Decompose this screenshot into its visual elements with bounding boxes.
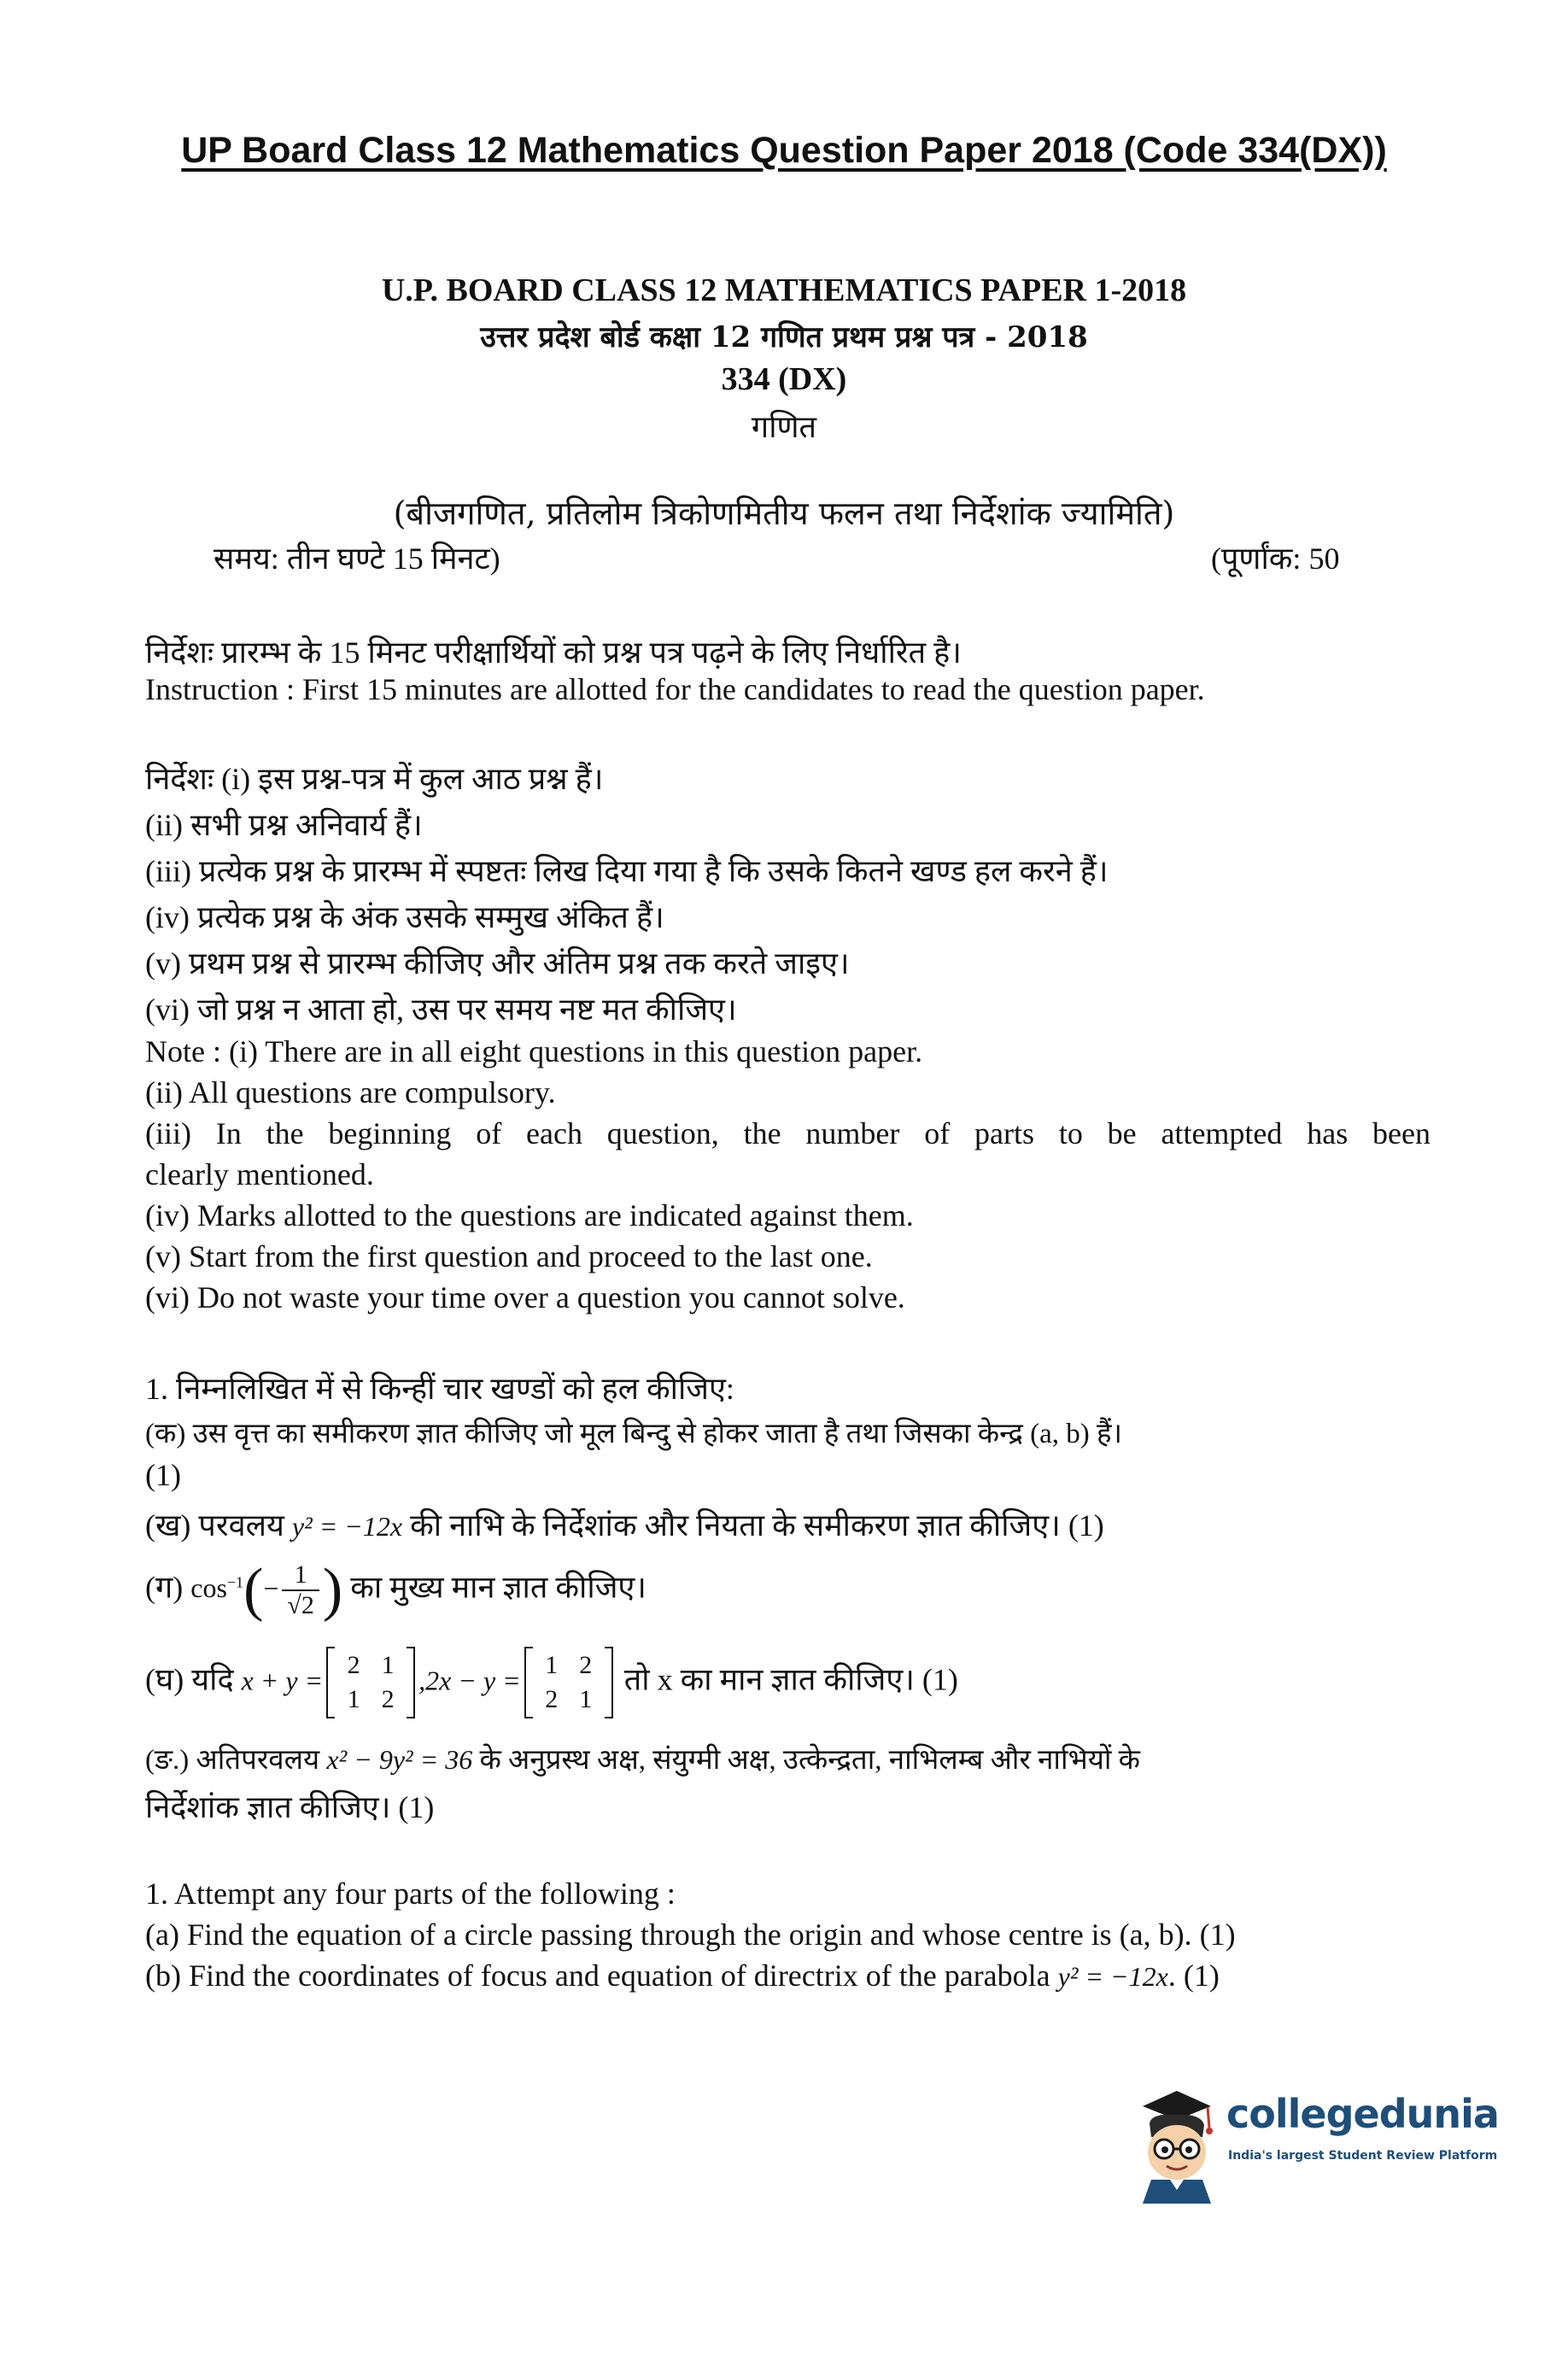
q1-hindi-part-e (145, 1739, 1140, 1777)
subject-name: गणित (751, 410, 817, 445)
q1-hindi-part-d (145, 1647, 958, 1718)
maximum-marks: (पूर्णांक: 50 (1211, 542, 1340, 576)
note-english-2: (ii) All questions are compulsory. (145, 1075, 556, 1109)
q1-english-b-suffix: . (1) (1167, 1958, 1220, 1993)
q1-hindi-part-c (145, 1556, 647, 1625)
q1-hindi-d-prefix: (घ) यदि (145, 1662, 234, 1697)
paper-heading-hindi: उत्तर प्रदेश बोर्ड कक्षा 12 गणित प्रथम प्रश्न पत्र - 2018 (480, 320, 1088, 354)
q1-hindi-b-suffix: की नाभि के निर्देशांक और नियता के समीकरण ज्ञात कीजिए। (1) (410, 1508, 1104, 1543)
note-english-1: Note : (i) There are in all eight questions in this question paper. (145, 1034, 923, 1068)
matrix-one-cell: 1 (347, 1685, 360, 1713)
q1-hindi-d-lhs2: ,2x − y = (418, 1665, 521, 1696)
cos-function: cos (190, 1572, 227, 1604)
note-english-4: (iv) Marks allotted to the questions are indicated against them. (145, 1198, 914, 1232)
note-hindi-6: (vi) जो प्रश्न न आता हो, उस पर समय नष्ट मत कीजिए। (145, 992, 737, 1027)
time-allowed: समय: तीन घण्टे 15 मिनट) (214, 542, 500, 576)
note-hindi-1: निर्देशः (i) इस प्रश्न-पत्र में कुल आठ प्रश्न हैं। (145, 762, 604, 796)
paper-code: 334 (DX) (721, 361, 847, 397)
q1-english-b-prefix: (b) Find the coordinates of focus and equation of directrix of the parabola (145, 1958, 1050, 1993)
minus-sign: − (263, 1572, 279, 1604)
logo-wordmark: collegedunia (1226, 2091, 1499, 2137)
q1-hindi-part-e-cont: निर्देशांक ज्ञात कीजिए। (1) (145, 1790, 435, 1824)
q1-hindi-e-equation: x² − 9y² = 36 (326, 1744, 473, 1775)
q1-english-intro: 1. Attempt any four parts of the following : (145, 1876, 676, 1911)
q1-hindi-d-lhs1: x + y = (241, 1665, 324, 1696)
fraction-one-over-root-two (282, 1560, 319, 1620)
note-hindi-5: (v) प्रथम प्रश्न से प्रारम्भ कीजिए और अंतिम प्रश्न तक करते जाइए। (145, 946, 850, 981)
q1-english-part-b (145, 1958, 1220, 1993)
paper-heading-english: U.P. BOARD CLASS 12 MATHEMATICS PAPER 1-2018 (381, 272, 1187, 308)
matrix-two-cell: 1 (545, 1651, 559, 1679)
student-mascot-icon (1126, 2084, 1220, 2204)
matrix-two-cell: 2 (579, 1651, 593, 1679)
q1-hindi-b-equation: y² = −12x (291, 1511, 403, 1542)
note-hindi-4: (iv) प्रत्येक प्रश्न के अंक उसके सम्मुख अंकित हैं। (145, 900, 664, 934)
collegedunia-logo (1126, 2084, 1501, 2204)
logo-tagline: India's largest Student Review Platform (1228, 2149, 1498, 2163)
note-hindi-3: (iii) प्रत्येक प्रश्न के प्रारम्भ में स्पष्टतः लिख दिया गया है कि उसके कितने खण्ड हल करने हैं। (145, 854, 1109, 888)
matrix-one-cell: 1 (381, 1651, 395, 1679)
q1-hindi-part-a-marks: (1) (145, 1458, 181, 1492)
q1-hindi-e-prefix: (ङ.) अतिपरवलय (145, 1745, 320, 1776)
q1-hindi-part-a: (क) उस वृत्त का समीकरण ज्ञात कीजिए जो मूल बिन्दु से होकर जाता है तथा जिसका केन्द्र (a, b) हैं। (145, 1419, 1123, 1449)
q1-hindi-intro: 1. निम्नलिखित में से किन्हीं चार खण्डों को हल कीजिए: (145, 1372, 734, 1406)
q1-hindi-part-b (145, 1503, 1104, 1545)
q1-english-part-a: (a) Find the equation of a circle passing through the origin and whose centre is (a, b). (1) (145, 1917, 1236, 1952)
inverse-superscript: −1 (226, 1573, 244, 1591)
instruction-hindi: निर्देशः प्रारम्भ के 15 मिनट परीक्षार्थियों को प्रश्न पत्र पढ़ने के लिए निर्धारित है। (145, 635, 962, 670)
matrix-two (524, 1647, 613, 1718)
syllabus-topics: (बीजगणित, प्रतिलोम त्रिकोणमितीय फलन तथा निर्देशांक ज्यामिति) (393, 495, 1175, 532)
matrix-one-cell: 2 (381, 1685, 395, 1713)
matrix-one-cell: 2 (347, 1651, 360, 1679)
matrix-two-cell: 2 (545, 1685, 559, 1713)
note-english-5: (v) Start from the first question and proceed to the last one. (145, 1239, 873, 1273)
q1-english-b-equation: y² = −12x (1057, 1961, 1168, 1992)
note-english-3: (iii) In the beginning of each question, the number of parts to be attempted has been (145, 1116, 1431, 1150)
fraction-denominator: √2 (287, 1591, 314, 1619)
document-title: UP Board Class 12 Mathematics Question Paper 2018 (Code 334(DX)) (181, 130, 1387, 171)
q1-hindi-c-function (190, 1572, 243, 1603)
left-paren: ( (243, 1557, 264, 1623)
matrix-one (326, 1647, 415, 1718)
note-english-3-cont: clearly mentioned. (145, 1157, 374, 1191)
note-english-6: (vi) Do not waste your time over a question you cannot solve. (145, 1280, 905, 1314)
note-hindi-2: (ii) सभी प्रश्न अनिवार्य हैं। (145, 808, 423, 842)
q1-hindi-c-suffix: का मुख्य मान ज्ञात कीजिए। (350, 1570, 647, 1605)
matrix-two-cell: 1 (579, 1685, 593, 1713)
q1-hindi-c-prefix: (ग) (145, 1570, 184, 1605)
right-paren: ) (322, 1557, 343, 1623)
q1-hindi-e-suffix: के अनुप्रस्थ अक्ष, संयुग्मी अक्ष, उत्केन्द्रता, नाभिलम्ब और नाभियों के (479, 1745, 1140, 1776)
instruction-english: Instruction : First 15 minutes are allotted for the candidates to read the question paper. (145, 672, 1205, 706)
q1-hindi-b-prefix: (ख) परवलय (145, 1508, 284, 1543)
fraction-numerator: 1 (282, 1560, 319, 1591)
q1-hindi-d-suffix: तो x का मान ज्ञात कीजिए। (1) (623, 1662, 958, 1697)
